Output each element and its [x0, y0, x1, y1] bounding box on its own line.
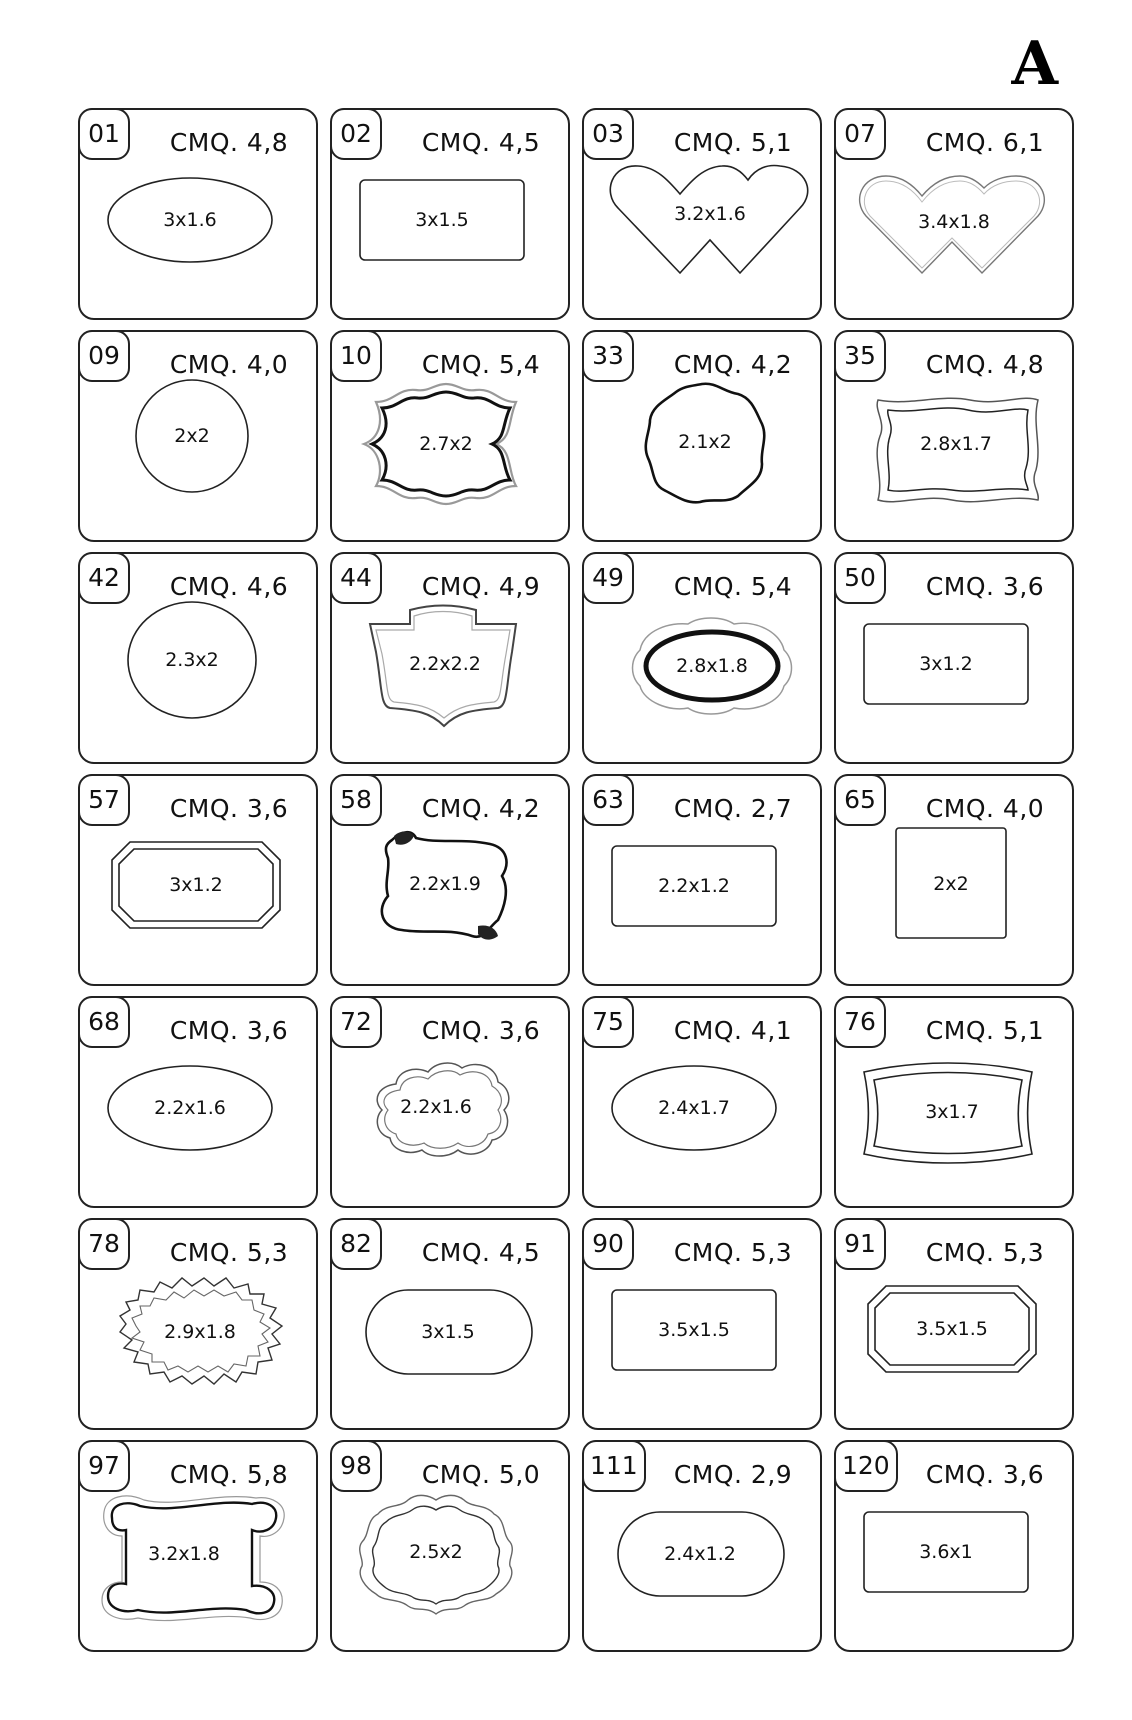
cutter-card[interactable]: [834, 996, 1074, 1208]
size-label: 2.1x2: [678, 431, 732, 453]
cutter-card[interactable]: [330, 774, 570, 986]
cmq-label: CMQ. 4,2: [421, 794, 541, 823]
cutter-card[interactable]: [582, 774, 822, 986]
cutter-shape-shield: [332, 602, 568, 762]
cutter-card[interactable]: [78, 1218, 318, 1430]
size-label: 2.2x1.6: [400, 1096, 472, 1118]
cmq-label: CMQ. 5,0: [421, 1460, 541, 1489]
cmq-label: CMQ. 4,0: [925, 794, 1045, 823]
cutter-shape-ornate-frame: [332, 1490, 568, 1650]
cutter-card[interactable]: [582, 552, 822, 764]
cutter-code: 01: [78, 108, 130, 160]
size-label: 3x1.2: [919, 653, 973, 675]
cutter-code: 03: [582, 108, 634, 160]
size-label: 2.8x1.7: [920, 433, 992, 455]
cutter-shape-oval: [80, 1046, 316, 1206]
cmq-label: CMQ. 4,8: [169, 128, 289, 157]
cutter-shape-square: [836, 824, 1072, 984]
size-label: 2.4x1.2: [664, 1543, 736, 1565]
cutter-card[interactable]: [78, 774, 318, 986]
cutter-shape-oval: [80, 158, 316, 318]
cutter-shape-wavy-circle: [584, 380, 820, 540]
cutter-code: 78: [78, 1218, 130, 1270]
size-label: 3.5x1.5: [658, 1319, 730, 1341]
cutter-card[interactable]: [834, 330, 1074, 542]
cmq-label: CMQ. 4,5: [421, 128, 541, 157]
cutter-card[interactable]: [330, 1218, 570, 1430]
cutter-code: 75: [582, 996, 634, 1048]
cutter-code: 07: [834, 108, 886, 160]
cutter-shape-scalloped-oval: [584, 602, 820, 762]
size-label: 2.5x2: [409, 1541, 463, 1563]
cutter-code: 76: [834, 996, 886, 1048]
size-label: 3x1.7: [925, 1101, 979, 1123]
size-label: 3x1.2: [169, 874, 223, 896]
cutter-shape-stadium: [584, 1490, 820, 1650]
cmq-label: CMQ. 3,6: [169, 1016, 289, 1045]
size-label: 2.8x1.8: [676, 655, 748, 677]
cutter-shape-scroll: [332, 824, 568, 984]
cutter-code: 82: [330, 1218, 382, 1270]
cutter-card[interactable]: [78, 330, 318, 542]
cutter-card[interactable]: [78, 996, 318, 1208]
cutter-code: 111: [582, 1440, 646, 1492]
cutter-card[interactable]: [330, 552, 570, 764]
cmq-label: CMQ. 4,9: [421, 572, 541, 601]
cutter-card[interactable]: [78, 552, 318, 764]
cutter-code: 09: [78, 330, 130, 382]
cutter-code: 10: [330, 330, 382, 382]
cutter-card[interactable]: [330, 330, 570, 542]
cutter-code: 97: [78, 1440, 130, 1492]
cutter-card[interactable]: [78, 1440, 318, 1652]
cutter-shape-octagon-double: [80, 824, 316, 984]
cmq-label: CMQ. 4,5: [421, 1238, 541, 1267]
cmq-label: CMQ. 4,2: [673, 350, 793, 379]
size-label: 3x1.6: [163, 209, 217, 231]
size-label: 3.5x1.5: [916, 1318, 988, 1340]
cmq-label: CMQ. 3,6: [421, 1016, 541, 1045]
cutter-shape-jagged-oval: [80, 1268, 316, 1428]
cutter-code: 42: [78, 552, 130, 604]
cmq-label: CMQ. 4,0: [169, 350, 289, 379]
size-label: 2.2x1.2: [658, 875, 730, 897]
cutter-shape-round-oval: [80, 602, 316, 762]
cutter-shape-oval: [584, 1046, 820, 1206]
cutter-card[interactable]: [330, 996, 570, 1208]
size-label: 2x2: [933, 873, 969, 895]
cutter-shape-cloud: [332, 1046, 568, 1206]
size-label: 3.6x1: [919, 1541, 973, 1563]
size-label: 3.2x1.8: [148, 1543, 220, 1565]
cutter-card[interactable]: [582, 1440, 822, 1652]
cutter-code: 57: [78, 774, 130, 826]
cutter-card[interactable]: [834, 1440, 1074, 1652]
cmq-label: CMQ. 4,8: [925, 350, 1045, 379]
cmq-label: CMQ. 4,1: [673, 1016, 793, 1045]
cutter-card[interactable]: [330, 1440, 570, 1652]
cutter-shape-double-heart-outline: [836, 158, 1072, 318]
cutter-card[interactable]: [834, 1218, 1074, 1430]
size-label: 3x1.5: [421, 1321, 475, 1343]
cutter-shape-circle: [80, 380, 316, 540]
cutter-shape-rectangle: [584, 824, 820, 984]
size-label: 3.4x1.8: [918, 211, 990, 233]
cmq-label: CMQ. 3,6: [925, 572, 1045, 601]
cutter-shape-barrel-double: [836, 1046, 1072, 1206]
cutter-card[interactable]: [582, 1218, 822, 1430]
cmq-label: CMQ. 2,9: [673, 1460, 793, 1489]
size-label: 3.2x1.6: [674, 203, 746, 225]
cutter-card[interactable]: [330, 108, 570, 320]
cutter-code: 02: [330, 108, 382, 160]
cmq-label: CMQ. 2,7: [673, 794, 793, 823]
cmq-label: CMQ. 5,3: [673, 1238, 793, 1267]
cutter-shape-rectangle: [332, 158, 568, 318]
cmq-label: CMQ. 5,3: [925, 1238, 1045, 1267]
cutter-shape-ornate-plaque: [332, 380, 568, 540]
size-label: 2.2x2.2: [409, 653, 481, 675]
cutter-shape-rectangle: [584, 1268, 820, 1428]
cmq-label: CMQ. 5,1: [925, 1016, 1045, 1045]
size-label: 2.4x1.7: [658, 1097, 730, 1119]
cutter-code: 90: [582, 1218, 634, 1270]
cmq-label: CMQ. 5,3: [169, 1238, 289, 1267]
cutter-card[interactable]: [582, 108, 822, 320]
cutter-card[interactable]: [834, 108, 1074, 320]
cutter-shape-banner-scroll: [80, 1490, 316, 1650]
size-label: 2.9x1.8: [164, 1321, 236, 1343]
cmq-label: CMQ. 3,6: [925, 1460, 1045, 1489]
cutter-code: 35: [834, 330, 886, 382]
cutter-shape-rectangle: [836, 1490, 1072, 1650]
cmq-label: CMQ. 6,1: [925, 128, 1045, 157]
size-label: 3x1.5: [415, 209, 469, 231]
cutter-code: 120: [834, 1440, 898, 1492]
cutter-shape-double-heart: [584, 158, 820, 318]
cmq-label: CMQ. 5,8: [169, 1460, 289, 1489]
cmq-label: CMQ. 4,6: [169, 572, 289, 601]
cutter-shape-octagon-double: [836, 1268, 1072, 1428]
cutter-code: 91: [834, 1218, 886, 1270]
size-label: 2.2x1.6: [154, 1097, 226, 1119]
page-letter: A: [1011, 29, 1058, 99]
cmq-label: CMQ. 5,4: [421, 350, 541, 379]
cutter-code: 50: [834, 552, 886, 604]
cutter-grid: [78, 108, 1076, 1652]
cutter-shape-stadium: [332, 1268, 568, 1428]
cutter-shape-rectangle: [836, 602, 1072, 762]
cutter-card[interactable]: [582, 996, 822, 1208]
size-label: 2.7x2: [419, 433, 473, 455]
cmq-label: CMQ. 5,4: [673, 572, 793, 601]
cmq-label: CMQ. 3,6: [169, 794, 289, 823]
cutter-code: 63: [582, 774, 634, 826]
cutter-code: 65: [834, 774, 886, 826]
cutter-code: 44: [330, 552, 382, 604]
cutter-code: 68: [78, 996, 130, 1048]
cutter-card[interactable]: [78, 108, 318, 320]
size-label: 2x2: [174, 425, 210, 447]
cutter-code: 98: [330, 1440, 382, 1492]
cutter-card[interactable]: [834, 774, 1074, 986]
cutter-code: 49: [582, 552, 634, 604]
cutter-code: 58: [330, 774, 382, 826]
cutter-card[interactable]: [834, 552, 1074, 764]
cmq-label: CMQ. 5,1: [673, 128, 793, 157]
cutter-code: 33: [582, 330, 634, 382]
cutter-code: 72: [330, 996, 382, 1048]
cutter-card[interactable]: [582, 330, 822, 542]
cutter-shape-wavy-rectangle: [836, 380, 1072, 540]
size-label: 2.2x1.9: [409, 873, 481, 895]
size-label: 2.3x2: [165, 649, 219, 671]
